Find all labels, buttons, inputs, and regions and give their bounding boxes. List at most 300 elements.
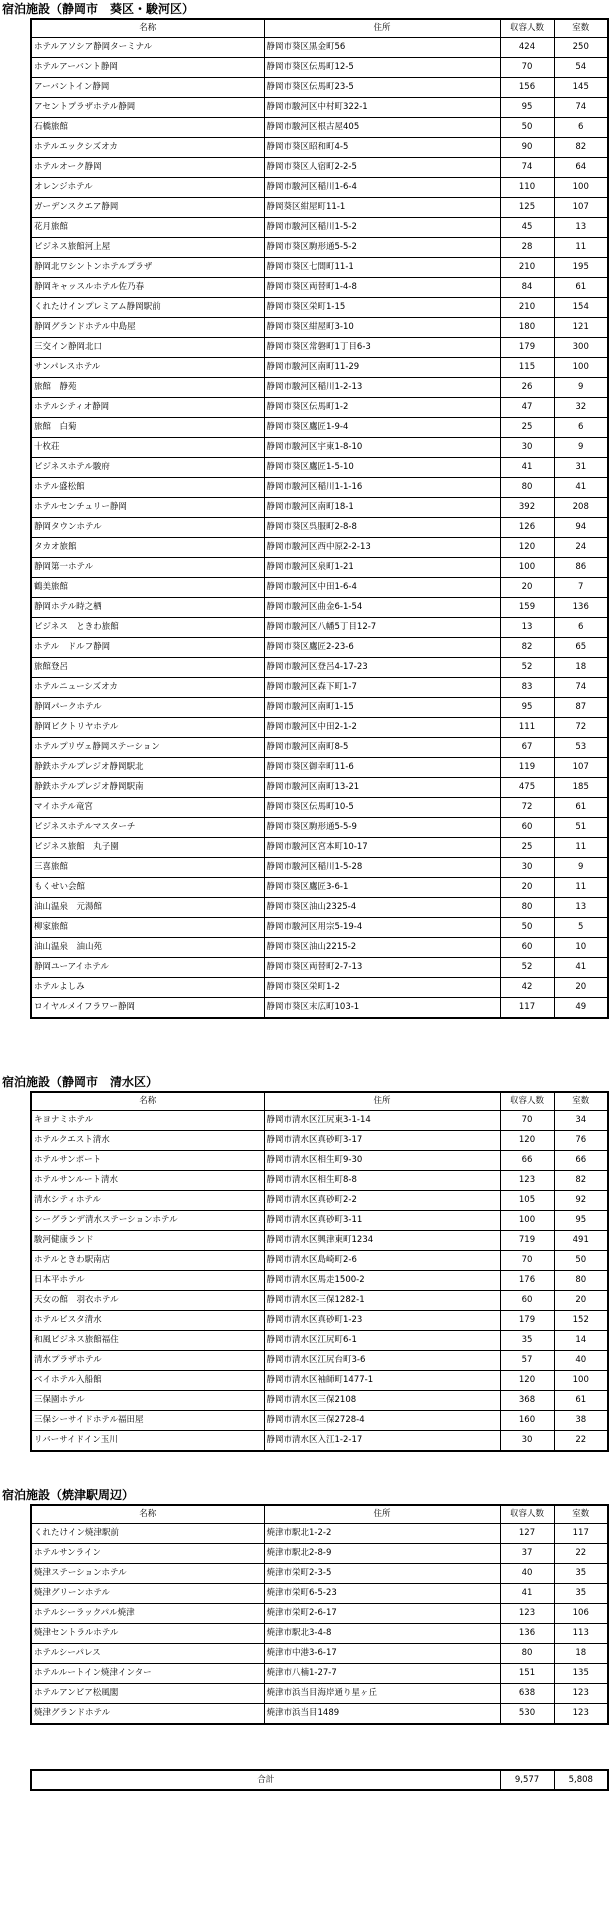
cell-capacity: 111 <box>500 718 554 738</box>
table-header-row <box>31 19 608 38</box>
cell-rooms: 64 <box>554 158 608 178</box>
cell-name: ホテル盛松館 <box>31 478 264 498</box>
cell-name: ロイヤルメイフラワー静岡 <box>31 998 264 1019</box>
cell-name: ホテルルートイン焼津インター <box>31 1664 264 1684</box>
cell-address: 静岡市葵区栄町1-15 <box>264 298 500 318</box>
header-name: 名称 <box>31 1092 264 1111</box>
cell-name: 旅館 静苑 <box>31 378 264 398</box>
table-header-row <box>31 1505 608 1524</box>
cell-address: 静岡市葵区昭和町4-5 <box>264 138 500 158</box>
header-capacity: 収容人数 <box>500 1092 554 1111</box>
cell-address: 静岡市葵区呉服町2-8-8 <box>264 518 500 538</box>
cell-name: ホテルクエスト清水 <box>31 1131 264 1151</box>
cell-capacity: 176 <box>500 1271 554 1291</box>
cell-capacity: 80 <box>500 478 554 498</box>
cell-address: 静岡市駿河区南町11-29 <box>264 358 500 378</box>
cell-address: 焼津市駅北1-2-2 <box>264 1524 500 1544</box>
cell-capacity: 45 <box>500 218 554 238</box>
cell-capacity: 20 <box>500 878 554 898</box>
table-row <box>31 598 608 618</box>
cell-rooms: 61 <box>554 798 608 818</box>
cell-rooms: 145 <box>554 78 608 98</box>
cell-capacity: 52 <box>500 658 554 678</box>
cell-name: 油山温泉 元湯館 <box>31 898 264 918</box>
table-row <box>31 1211 608 1231</box>
header-address: 住所 <box>264 19 500 38</box>
table-row <box>31 1351 608 1371</box>
cell-name: 石橋旅館 <box>31 118 264 138</box>
table-row <box>31 1644 608 1664</box>
cell-address: 静岡市葵区伝馬町12-5 <box>264 58 500 78</box>
table-row <box>31 118 608 138</box>
cell-address: 静岡市清水区相生町8-8 <box>264 1171 500 1191</box>
cell-address: 静岡市清水区三保2728-4 <box>264 1411 500 1431</box>
cell-name: ホテルビスタ清水 <box>31 1311 264 1331</box>
cell-rooms: 185 <box>554 778 608 798</box>
cell-rooms: 300 <box>554 338 608 358</box>
cell-capacity: 136 <box>500 1624 554 1644</box>
cell-capacity: 638 <box>500 1684 554 1704</box>
cell-rooms: 92 <box>554 1191 608 1211</box>
cell-address: 静岡市駿河区根古屋405 <box>264 118 500 138</box>
cell-capacity: 120 <box>500 1371 554 1391</box>
table-row <box>31 738 608 758</box>
cell-name: 三保シーサイドホテル福田屋 <box>31 1411 264 1431</box>
table-row <box>31 558 608 578</box>
table-row <box>31 38 608 58</box>
cell-capacity: 60 <box>500 818 554 838</box>
cell-address: 静岡市葵区鷹匠3-6-1 <box>264 878 500 898</box>
total-row <box>31 1770 608 1790</box>
cell-capacity: 47 <box>500 398 554 418</box>
cell-capacity: 719 <box>500 1231 554 1251</box>
table-row <box>31 1191 608 1211</box>
header-rooms: 室数 <box>554 19 608 38</box>
cell-name: ホテルアンビア松風閣 <box>31 1684 264 1704</box>
table-row <box>31 778 608 798</box>
cell-capacity: 52 <box>500 958 554 978</box>
table-row <box>31 258 608 278</box>
cell-capacity: 100 <box>500 558 554 578</box>
cell-address: 静岡市葵区伝馬町23-5 <box>264 78 500 98</box>
cell-name: 三保園ホテル <box>31 1391 264 1411</box>
cell-name: 静岡パークホテル <box>31 698 264 718</box>
cell-rooms: 22 <box>554 1544 608 1564</box>
cell-rooms: 24 <box>554 538 608 558</box>
cell-address: 静岡市駿河区泉町1-21 <box>264 558 500 578</box>
table-row <box>31 418 608 438</box>
cell-rooms: 100 <box>554 178 608 198</box>
table-row <box>31 1291 608 1311</box>
cell-capacity: 530 <box>500 1704 554 1725</box>
cell-name: 十枚荘 <box>31 438 264 458</box>
cell-capacity: 123 <box>500 1171 554 1191</box>
cell-capacity: 30 <box>500 1431 554 1452</box>
table-row <box>31 878 608 898</box>
cell-address: 静岡市清水区島崎町2-6 <box>264 1251 500 1271</box>
cell-name: 静岡北ワシントンホテルプラザ <box>31 258 264 278</box>
cell-rooms: 14 <box>554 1331 608 1351</box>
table-row <box>31 718 608 738</box>
cell-rooms: 61 <box>554 278 608 298</box>
cell-address: 静岡市葵区鷹匠1-5-10 <box>264 458 500 478</box>
cell-capacity: 392 <box>500 498 554 518</box>
cell-capacity: 127 <box>500 1524 554 1544</box>
cell-name: 静鉄ホテルプレジオ静岡駅南 <box>31 778 264 798</box>
cell-address: 焼津市栄町2-3-5 <box>264 1564 500 1584</box>
cell-capacity: 179 <box>500 338 554 358</box>
cell-name: 静岡第一ホテル <box>31 558 264 578</box>
cell-name: くれたけイン焼津駅前 <box>31 1524 264 1544</box>
cell-capacity: 28 <box>500 238 554 258</box>
cell-rooms: 100 <box>554 1371 608 1391</box>
cell-address: 静岡市清水区袖師町1477-1 <box>264 1371 500 1391</box>
cell-name: シーグランデ清水ステーションホテル <box>31 1211 264 1231</box>
cell-address: 静岡市葵区末広町103-1 <box>264 998 500 1019</box>
table-row <box>31 538 608 558</box>
table-row <box>31 1564 608 1584</box>
cell-name: ガーデンスクエア静岡 <box>31 198 264 218</box>
cell-capacity: 40 <box>500 1564 554 1584</box>
cell-rooms: 49 <box>554 998 608 1019</box>
cell-rooms: 22 <box>554 1431 608 1452</box>
cell-capacity: 70 <box>500 1111 554 1131</box>
cell-rooms: 66 <box>554 1151 608 1171</box>
cell-address: 静岡市葵区鷹匠1-9-4 <box>264 418 500 438</box>
table-row <box>31 298 608 318</box>
cell-rooms: 106 <box>554 1604 608 1624</box>
cell-name: 天女の館 羽衣ホテル <box>31 1291 264 1311</box>
cell-address: 静岡市葵区駒形通5-5-9 <box>264 818 500 838</box>
cell-capacity: 151 <box>500 1664 554 1684</box>
table-row <box>31 1604 608 1624</box>
section-title: 宿泊施設（静岡市 清水区） <box>2 1075 159 1089</box>
cell-capacity: 13 <box>500 618 554 638</box>
cell-address: 静岡市駿河区稲川1-2-13 <box>264 378 500 398</box>
section-title: 宿泊施設（焼津駅周辺） <box>2 1488 135 1502</box>
cell-rooms: 10 <box>554 938 608 958</box>
cell-name: 清水シティホテル <box>31 1191 264 1211</box>
table-row <box>31 678 608 698</box>
cell-capacity: 35 <box>500 1331 554 1351</box>
cell-capacity: 210 <box>500 258 554 278</box>
table-row <box>31 1231 608 1251</box>
cell-address: 静岡市葵区紺屋町3-10 <box>264 318 500 338</box>
cell-rooms: 195 <box>554 258 608 278</box>
cell-rooms: 86 <box>554 558 608 578</box>
cell-address: 静岡市清水区真砂町1-23 <box>264 1311 500 1331</box>
table-row <box>31 318 608 338</box>
cell-rooms: 113 <box>554 1624 608 1644</box>
total-table <box>30 1769 609 1791</box>
table-row <box>31 758 608 778</box>
cell-address: 静岡市清水区三保1282-1 <box>264 1291 500 1311</box>
cell-name: ホテルシティオ静岡 <box>31 398 264 418</box>
cell-name: 焼津グランドホテル <box>31 1704 264 1725</box>
cell-rooms: 87 <box>554 698 608 718</box>
table-row <box>31 158 608 178</box>
cell-capacity: 66 <box>500 1151 554 1171</box>
cell-address: 静岡市葵区両替町2-7-13 <box>264 958 500 978</box>
cell-rooms: 9 <box>554 438 608 458</box>
cell-address: 静岡市葵区七間町11-1 <box>264 258 500 278</box>
cell-name: アーバントイン静岡 <box>31 78 264 98</box>
cell-name: 花月旅館 <box>31 218 264 238</box>
cell-name: タカオ旅館 <box>31 538 264 558</box>
cell-capacity: 20 <box>500 578 554 598</box>
cell-capacity: 159 <box>500 598 554 618</box>
cell-name: ビジネスホテルマスターチ <box>31 818 264 838</box>
cell-name: 焼津グリーンホテル <box>31 1584 264 1604</box>
table-row <box>31 938 608 958</box>
cell-name: 静岡ユーアイホテル <box>31 958 264 978</box>
cell-name: もくせい会館 <box>31 878 264 898</box>
cell-rooms: 100 <box>554 358 608 378</box>
cell-address: 静岡市葵区鷹匠2-23-6 <box>264 638 500 658</box>
table-row <box>31 478 608 498</box>
cell-name: 静岡ビクトリヤホテル <box>31 718 264 738</box>
header-rooms: 室数 <box>554 1505 608 1524</box>
cell-name: 旅館 白菊 <box>31 418 264 438</box>
cell-capacity: 25 <box>500 418 554 438</box>
cell-capacity: 50 <box>500 918 554 938</box>
cell-name: 柳家旅館 <box>31 918 264 938</box>
cell-rooms: 20 <box>554 1291 608 1311</box>
cell-address: 静岡市清水区三保2108 <box>264 1391 500 1411</box>
cell-rooms: 117 <box>554 1524 608 1544</box>
cell-address: 静岡市駿河区中田1-6-4 <box>264 578 500 598</box>
cell-name: ベイホテル入船館 <box>31 1371 264 1391</box>
cell-address: 静岡市駿河区宇東1-8-10 <box>264 438 500 458</box>
cell-capacity: 82 <box>500 638 554 658</box>
cell-capacity: 26 <box>500 378 554 398</box>
cell-capacity: 42 <box>500 978 554 998</box>
cell-rooms: 13 <box>554 218 608 238</box>
cell-rooms: 18 <box>554 1644 608 1664</box>
cell-capacity: 67 <box>500 738 554 758</box>
table-row <box>31 498 608 518</box>
table-row <box>31 1171 608 1191</box>
cell-address: 静岡市葵区伝馬町10-5 <box>264 798 500 818</box>
cell-rooms: 76 <box>554 1131 608 1151</box>
cell-rooms: 6 <box>554 618 608 638</box>
cell-address: 静岡市清水区真砂町2-2 <box>264 1191 500 1211</box>
table-row <box>31 1311 608 1331</box>
cell-name: 鶴美旅館 <box>31 578 264 598</box>
cell-address: 静岡市葵区油山2215-2 <box>264 938 500 958</box>
table-row <box>31 518 608 538</box>
cell-name: 旅館登呂 <box>31 658 264 678</box>
header-name: 名称 <box>31 19 264 38</box>
cell-address: 静岡市清水区江尻東3-1-14 <box>264 1111 500 1131</box>
cell-name: ホテルセンチュリー静岡 <box>31 498 264 518</box>
table-row <box>31 658 608 678</box>
cell-rooms: 6 <box>554 118 608 138</box>
cell-address: 静岡市葵区両替町1-4-8 <box>264 278 500 298</box>
cell-name: 和風ビジネス旅館福住 <box>31 1331 264 1351</box>
cell-address: 静岡市葵区油山2325-4 <box>264 898 500 918</box>
table-row <box>31 1544 608 1564</box>
cell-address: 静岡市駿河区南町1-15 <box>264 698 500 718</box>
cell-rooms: 40 <box>554 1351 608 1371</box>
cell-address: 焼津市駅北3-4-8 <box>264 1624 500 1644</box>
cell-capacity: 119 <box>500 758 554 778</box>
cell-capacity: 120 <box>500 1131 554 1151</box>
cell-name: ホテルシーラックパル焼津 <box>31 1604 264 1624</box>
cell-address: 静岡市駿河区稲川1-5-28 <box>264 858 500 878</box>
table-row <box>31 978 608 998</box>
table-row <box>31 1524 608 1544</box>
cell-rooms: 34 <box>554 1111 608 1131</box>
cell-capacity: 90 <box>500 138 554 158</box>
cell-rooms: 61 <box>554 1391 608 1411</box>
cell-rooms: 80 <box>554 1271 608 1291</box>
cell-capacity: 70 <box>500 1251 554 1271</box>
cell-name: ビジネス旅館 丸子園 <box>31 838 264 858</box>
cell-name: ホテルアソシア静岡ターミナル <box>31 38 264 58</box>
cell-address: 静岡市清水区馬走1500-2 <box>264 1271 500 1291</box>
cell-capacity: 179 <box>500 1311 554 1331</box>
cell-name: くれたけインプレミアム静岡駅前 <box>31 298 264 318</box>
table-row <box>31 178 608 198</box>
table-row <box>31 398 608 418</box>
cell-rooms: 107 <box>554 198 608 218</box>
cell-rooms: 136 <box>554 598 608 618</box>
cell-rooms: 208 <box>554 498 608 518</box>
cell-capacity: 100 <box>500 1211 554 1231</box>
table-row <box>31 458 608 478</box>
table-row <box>31 1331 608 1351</box>
cell-rooms: 95 <box>554 1211 608 1231</box>
cell-address: 静岡市駿河区八幡5丁目12-7 <box>264 618 500 638</box>
table-header-row <box>31 1092 608 1111</box>
cell-rooms: 41 <box>554 478 608 498</box>
cell-rooms: 11 <box>554 838 608 858</box>
cell-capacity: 105 <box>500 1191 554 1211</box>
cell-address: 焼津市浜当目海岸通り星ヶ丘 <box>264 1684 500 1704</box>
cell-name: ホテル ドルフ静岡 <box>31 638 264 658</box>
cell-address: 焼津市八楠1-27-7 <box>264 1664 500 1684</box>
table-row <box>31 1151 608 1171</box>
cell-capacity: 60 <box>500 938 554 958</box>
table-row <box>31 798 608 818</box>
cell-address: 静岡市葵区御幸町11-6 <box>264 758 500 778</box>
cell-capacity: 156 <box>500 78 554 98</box>
cell-capacity: 84 <box>500 278 554 298</box>
cell-capacity: 115 <box>500 358 554 378</box>
cell-rooms: 13 <box>554 898 608 918</box>
cell-name: 静鉄ホテルプレジオ静岡駅北 <box>31 758 264 778</box>
cell-name: 駿河健康ランド <box>31 1231 264 1251</box>
cell-rooms: 65 <box>554 638 608 658</box>
cell-address: 静岡市葵区駒形通5-5-2 <box>264 238 500 258</box>
cell-address: 焼津市栄町6-5-23 <box>264 1584 500 1604</box>
lodging-table-yaizu <box>30 1504 609 1725</box>
cell-capacity: 30 <box>500 438 554 458</box>
cell-name: ホテルサンポート <box>31 1151 264 1171</box>
table-row <box>31 1111 608 1131</box>
cell-address: 焼津市浜当目1489 <box>264 1704 500 1725</box>
cell-name: オレンジホテル <box>31 178 264 198</box>
cell-rooms: 53 <box>554 738 608 758</box>
table-row <box>31 358 608 378</box>
cell-address: 焼津市駅北2-8-9 <box>264 1544 500 1564</box>
cell-capacity: 117 <box>500 998 554 1019</box>
cell-rooms: 107 <box>554 758 608 778</box>
cell-address: 静岡市駿河区稲川1-5-2 <box>264 218 500 238</box>
cell-address: 静岡市葵区黒金町56 <box>264 38 500 58</box>
cell-name: 清水プラザホテル <box>31 1351 264 1371</box>
cell-name: 日本平ホテル <box>31 1271 264 1291</box>
cell-address: 静岡市駿河区南町18-1 <box>264 498 500 518</box>
cell-rooms: 31 <box>554 458 608 478</box>
cell-capacity: 37 <box>500 1544 554 1564</box>
cell-capacity: 80 <box>500 898 554 918</box>
cell-rooms: 152 <box>554 1311 608 1331</box>
cell-rooms: 250 <box>554 38 608 58</box>
table-row <box>31 1664 608 1684</box>
cell-rooms: 51 <box>554 818 608 838</box>
cell-rooms: 123 <box>554 1684 608 1704</box>
table-row <box>31 78 608 98</box>
cell-rooms: 20 <box>554 978 608 998</box>
cell-name: 油山温泉 油山苑 <box>31 938 264 958</box>
cell-capacity: 41 <box>500 1584 554 1604</box>
cell-capacity: 475 <box>500 778 554 798</box>
total-rooms: 5,808 <box>554 1770 608 1790</box>
cell-address: 静岡市駿河区中村町322-1 <box>264 98 500 118</box>
cell-rooms: 18 <box>554 658 608 678</box>
table-row <box>31 1411 608 1431</box>
table-row <box>31 638 608 658</box>
cell-address: 静岡市葵区人宿町2-2-5 <box>264 158 500 178</box>
cell-capacity: 123 <box>500 1604 554 1624</box>
cell-rooms: 82 <box>554 138 608 158</box>
cell-address: 静岡市駿河区稲川1-1-16 <box>264 478 500 498</box>
cell-capacity: 126 <box>500 518 554 538</box>
table-row <box>31 1684 608 1704</box>
cell-name: ホテルアーバント静岡 <box>31 58 264 78</box>
cell-rooms: 154 <box>554 298 608 318</box>
table-row <box>31 438 608 458</box>
cell-rooms: 9 <box>554 858 608 878</box>
cell-rooms: 6 <box>554 418 608 438</box>
cell-name: アセントプラザホテル静岡 <box>31 98 264 118</box>
cell-capacity: 41 <box>500 458 554 478</box>
table-row <box>31 198 608 218</box>
table-row <box>31 1431 608 1452</box>
cell-name: 静岡タウンホテル <box>31 518 264 538</box>
cell-rooms: 7 <box>554 578 608 598</box>
cell-rooms: 82 <box>554 1171 608 1191</box>
header-address: 住所 <box>264 1092 500 1111</box>
cell-name: ビジネス ときわ旅館 <box>31 618 264 638</box>
table-row <box>31 338 608 358</box>
cell-rooms: 35 <box>554 1584 608 1604</box>
cell-address: 焼津市栄町2-6-17 <box>264 1604 500 1624</box>
cell-address: 静岡市駿河区中田2-1-2 <box>264 718 500 738</box>
cell-name: ホテルシーパレス <box>31 1644 264 1664</box>
cell-address: 静岡市駿河区南町13-21 <box>264 778 500 798</box>
cell-name: 静岡キャッスルホテル佐乃春 <box>31 278 264 298</box>
cell-capacity: 210 <box>500 298 554 318</box>
table-row <box>31 838 608 858</box>
cell-rooms: 32 <box>554 398 608 418</box>
header-capacity: 収容人数 <box>500 19 554 38</box>
cell-capacity: 125 <box>500 198 554 218</box>
cell-address: 静岡市駿河区宮本町10-17 <box>264 838 500 858</box>
table-row <box>31 238 608 258</box>
